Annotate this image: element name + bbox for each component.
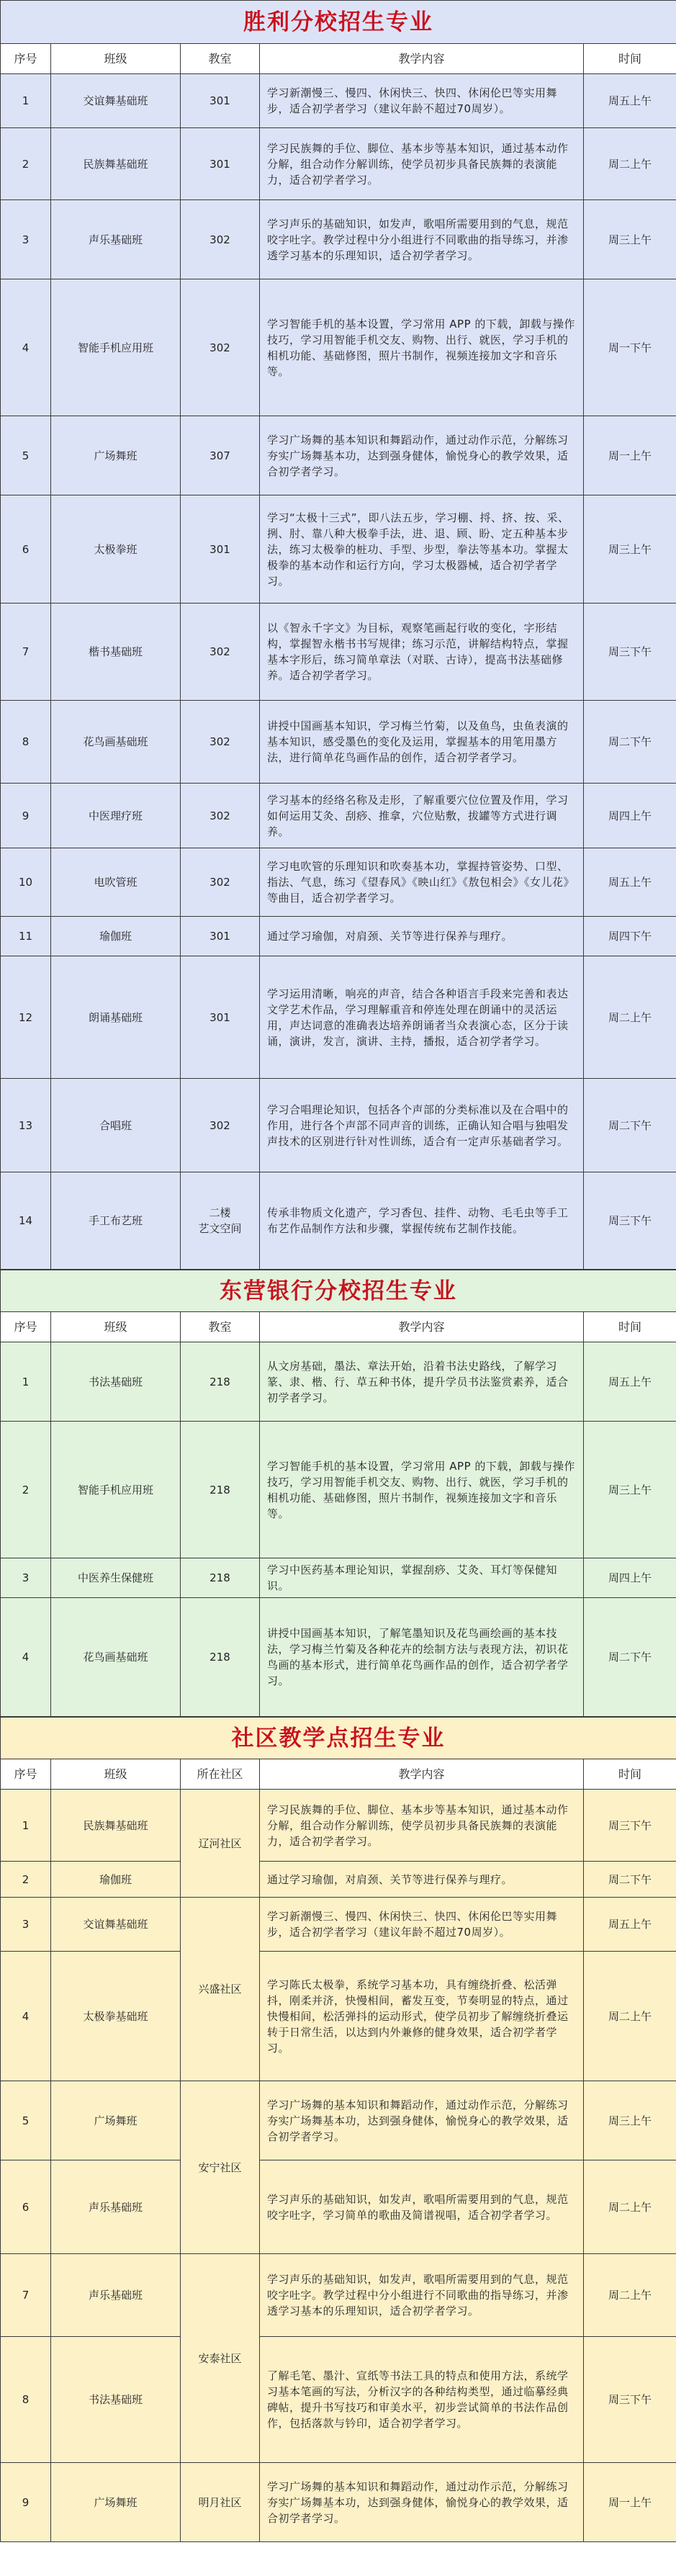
section-title: 东营银行分校招生专业 — [1, 1270, 676, 1312]
row-class: 瑜伽班 — [51, 1862, 181, 1898]
header-room: 教室 — [181, 1312, 260, 1342]
table-row — [1, 1598, 676, 1717]
row-room: 302 — [181, 848, 260, 917]
row-content: 学习中医药基本理论知识，掌握刮痧、艾灸、耳灯等保健知识。 — [260, 1558, 584, 1598]
row-class: 民族舞基础班 — [51, 1790, 181, 1862]
row-class: 声乐基础班 — [51, 2160, 181, 2254]
row-time: 周五上午 — [584, 1898, 676, 1952]
row-no: 9 — [1, 2463, 51, 2542]
row-no: 13 — [1, 1079, 51, 1172]
row-no: 6 — [1, 495, 51, 603]
row-room: 218 — [181, 1558, 260, 1598]
row-content: 学习民族舞的手位、脚位、基本步等基本知识，通过基本动作分解，组合动作分解训练，使学员初步具备民族舞的表演能力，适合初学者学习。 — [260, 1790, 584, 1862]
row-content: 学习陈氏太极拳，系统学习基本功，具有缠绕折叠、松活弹抖，刚柔并济，快慢相间，蓄发互变，节奏明显的特点，通过快慢相间，松活弹抖的运动形式，使学员初步了解缠绕折叠运转于日常生活，以达到内外兼修的健身效果，适合初学者学习。 — [260, 1952, 584, 2081]
row-content: 学习广场舞的基本知识和舞蹈动作，通过动作示范，分解练习夯实广场舞基本功，达到强身健体，愉悦身心的教学效果，适合初学者学习。 — [260, 416, 584, 495]
table-row — [1, 74, 676, 128]
header-class: 班级 — [51, 44, 181, 74]
row-class: 广场舞班 — [51, 416, 181, 495]
table-row — [1, 1172, 676, 1270]
row-time: 周二上午 — [584, 1952, 676, 2081]
row-community: 安宁社区 — [181, 2081, 260, 2254]
row-content: 学习新潮慢三、慢四、休闲快三、快四、休闲伦巴等实用舞步，适合初学者学习（建议年龄不超过70周岁）。 — [260, 74, 584, 128]
row-no: 4 — [1, 1952, 51, 2081]
header-no: 序号 — [1, 1312, 51, 1342]
table-row — [1, 279, 676, 416]
header-time: 时间 — [584, 44, 676, 74]
row-no: 7 — [1, 2254, 51, 2337]
table-row — [1, 2081, 676, 2160]
dongying-bank-branch-table — [0, 1270, 676, 1717]
row-time: 周五上午 — [584, 848, 676, 917]
row-no: 7 — [1, 603, 51, 701]
row-class: 书法基础班 — [51, 2337, 181, 2463]
row-time: 周三下午 — [584, 2337, 676, 2463]
row-time: 周二上午 — [584, 128, 676, 200]
section-title: 社区教学点招生专业 — [1, 1718, 676, 1759]
row-time: 周二下午 — [584, 1862, 676, 1898]
row-no: 12 — [1, 956, 51, 1079]
row-time: 周二下午 — [584, 1079, 676, 1172]
row-content: 通过学习瑜伽，对肩颈、关节等进行保养与理疗。 — [260, 917, 584, 956]
table-row — [1, 603, 676, 701]
header-content: 教学内容 — [260, 44, 584, 74]
row-no: 9 — [1, 784, 51, 848]
table-row — [1, 1952, 676, 2081]
row-class: 朗诵基础班 — [51, 956, 181, 1079]
row-content: 讲授中国画基本知识，学习梅兰竹菊，以及鱼鸟，虫鱼表演的基本知识，感受墨色的变化及运用，掌握基本的用笔用墨方法，进行简单花鸟画作品的创作，适合初学者学习。 — [260, 701, 584, 784]
row-class: 广场舞班 — [51, 2081, 181, 2160]
row-room: 218 — [181, 1342, 260, 1422]
row-content: 学习基本的经络名称及走形，了解重要穴位位置及作用，学习如何运用艾灸、刮痧、推拿，穴位贴敷，拔罐等方式进行调养。 — [260, 784, 584, 848]
row-time: 周四上午 — [584, 1558, 676, 1598]
row-class: 楷书基础班 — [51, 603, 181, 701]
community-points-table — [0, 1717, 676, 2542]
row-time: 周三下午 — [584, 1172, 676, 1270]
row-content: 学习民族舞的手位、脚位、基本步等基本知识，通过基本动作分解，组合动作分解训练，使学员初步具备民族舞的表演能力，适合初学者学习。 — [260, 128, 584, 200]
row-class: 合唱班 — [51, 1079, 181, 1172]
row-no: 1 — [1, 1790, 51, 1862]
row-class: 中医养生保健班 — [51, 1558, 181, 1598]
row-no: 8 — [1, 701, 51, 784]
table-row — [1, 416, 676, 495]
table-row — [1, 128, 676, 200]
row-class: 花鸟画基础班 — [51, 701, 181, 784]
row-time: 周二下午 — [584, 1598, 676, 1717]
row-time: 周三上午 — [584, 200, 676, 279]
row-content: 学习智能手机的基本设置，学习常用 APP 的下载，卸载与操作技巧，学习用智能手机交友、购物、出行、就医，学习手机的相机功能、基础修图，照片书制作，视频连接加文字和音乐等。 — [260, 1422, 584, 1558]
table-row — [1, 200, 676, 279]
row-time: 周五上午 — [584, 74, 676, 128]
row-content: 讲授中国画基本知识，了解笔墨知识及花鸟画绘画的基本技法，学习梅兰竹菊及各种花卉的绘制方法与表现方法，初识花鸟画的基本形式，进行简单花鸟画作品的创作，适合初学者学习。 — [260, 1598, 584, 1717]
row-community: 辽河社区 — [181, 1790, 260, 1898]
row-class: 交谊舞基础班 — [51, 1898, 181, 1952]
row-class: 声乐基础班 — [51, 200, 181, 279]
row-class: 书法基础班 — [51, 1342, 181, 1422]
row-class: 太极拳班 — [51, 495, 181, 603]
row-time: 周三下午 — [584, 1790, 676, 1862]
row-content: 学习声乐的基础知识，如发声，歌唱所需要用到的气息，规范咬字吐字。教学过程中分小组进行不同歌曲的指导练习，并渗透学习基本的乐理知识，适合初学者学习。 — [260, 200, 584, 279]
row-content: 传承非物质文化遗产，学习香包、挂件、动物、毛毛虫等手工布艺作品制作方法和步骤，掌握传统布艺制作技能。 — [260, 1172, 584, 1270]
table-row — [1, 917, 676, 956]
table-row — [1, 784, 676, 848]
row-no: 4 — [1, 1598, 51, 1717]
table-row — [1, 495, 676, 603]
row-no: 6 — [1, 2160, 51, 2254]
row-no: 8 — [1, 2337, 51, 2463]
row-content: 通过学习瑜伽，对肩颈、关节等进行保养与理疗。 — [260, 1862, 584, 1898]
row-room: 302 — [181, 200, 260, 279]
row-content: 学习广场舞的基本知识和舞蹈动作，通过动作示范，分解练习夯实广场舞基本功，达到强身健体，愉悦身心的教学效果，适合初学者学习。 — [260, 2081, 584, 2160]
table-row — [1, 956, 676, 1079]
row-content: 学习声乐的基础知识，如发声，歌唱所需要用到的气息，规范咬字吐字，学习简单的歌曲及简谱视唱，适合初学者学习。 — [260, 2160, 584, 2254]
table-row — [1, 1558, 676, 1598]
header-no: 序号 — [1, 44, 51, 74]
row-time: 周四下午 — [584, 917, 676, 956]
header-content: 教学内容 — [260, 1312, 584, 1342]
header-class: 班级 — [51, 1312, 181, 1342]
table-row — [1, 848, 676, 917]
table-row — [1, 1790, 676, 1862]
row-time: 周二下午 — [584, 701, 676, 784]
row-no: 1 — [1, 1342, 51, 1422]
header-room: 教室 — [181, 44, 260, 74]
row-room: 302 — [181, 279, 260, 416]
table-row — [1, 1422, 676, 1558]
table-row — [1, 1862, 676, 1898]
row-room: 302 — [181, 784, 260, 848]
row-class: 民族舞基础班 — [51, 128, 181, 200]
table-row — [1, 2160, 676, 2254]
row-time: 周四上午 — [584, 784, 676, 848]
row-community: 安泰社区 — [181, 2254, 260, 2463]
row-content: 学习“太极十三式”，即八法五步，学习棚、捋、挤、按、采、挒、肘、靠八种大极拳手法，进、退、顾、盼、定五种基本步法，练习太极拳的桩功、手型、步型，拳法等基本功。掌握太极拳的基本动作和运行方向，学习太极器械，适合初学者学习。 — [260, 495, 584, 603]
row-content: 学习智能手机的基本设置，学习常用 APP 的下载，卸载与操作技巧，学习用智能手机交友、购物、出行、就医，学习手机的相机功能、基础修图，照片书制作，视频连接加文字和音乐等。 — [260, 279, 584, 416]
table-row — [1, 2463, 676, 2542]
row-content: 学习广场舞的基本知识和舞蹈动作，通过动作示范，分解练习夯实广场舞基本功，达到强身健体，愉悦身心的教学效果，适合初学者学习。 — [260, 2463, 584, 2542]
row-room: 301 — [181, 917, 260, 956]
table-row — [1, 1898, 676, 1952]
table-row — [1, 1342, 676, 1422]
row-room: 二楼 艺文空间 — [181, 1172, 260, 1270]
row-no: 1 — [1, 74, 51, 128]
row-class: 智能手机应用班 — [51, 1422, 181, 1558]
row-content: 学习电吹管的乐理知识和吹奏基本功，掌握持管姿势、口型、指法、气息，练习《望春风》《映山红》《敖包相会》《女儿花》等曲目，适合初学者学习。 — [260, 848, 584, 917]
row-room: 218 — [181, 1598, 260, 1717]
row-content: 学习声乐的基础知识，如发声，歌唱所需要用到的气息，规范咬字吐字。教学过程中分小组进行不同歌曲的指导练习，并渗透学习基本的乐理知识，适合初学者学习。 — [260, 2254, 584, 2337]
row-class: 中医理疗班 — [51, 784, 181, 848]
row-no: 2 — [1, 128, 51, 200]
section-title: 胜利分校招生专业 — [1, 1, 676, 44]
row-no: 3 — [1, 1898, 51, 1952]
row-content: 学习运用清晰，响亮的声音，结合各种语言手段来完善和表达文学艺术作品，学习理解重音和停连处理在朗诵中的灵活运用，声达词意的准确表达培养朗诵者当众表演心态，区分于读诵，演讲，发言，演讲、主持，播报，适合初学者学习。 — [260, 956, 584, 1079]
row-room: 218 — [181, 1422, 260, 1558]
row-no: 11 — [1, 917, 51, 956]
row-time: 周二上午 — [584, 2160, 676, 2254]
row-no: 3 — [1, 1558, 51, 1598]
row-no: 5 — [1, 2081, 51, 2160]
row-room: 301 — [181, 495, 260, 603]
row-no: 2 — [1, 1862, 51, 1898]
row-class: 广场舞班 — [51, 2463, 181, 2542]
row-class: 瑜伽班 — [51, 917, 181, 956]
header-time: 时间 — [584, 1759, 676, 1790]
row-time: 周三下午 — [584, 603, 676, 701]
row-room: 301 — [181, 74, 260, 128]
row-content: 从文房基础，墨法、章法开始，沿着书法史路线，了解学习篆、隶、楷、行、草五种书体，提升学员书法鉴赏素养，适合初学者学习。 — [260, 1342, 584, 1422]
row-class: 花鸟画基础班 — [51, 1598, 181, 1717]
row-content: 以《智永千字文》为目标，观察笔画起行收的变化，字形结构，掌握智永楷书书写规律；练习示范，讲解结构特点，掌握基本字形后，练习简单章法（对联、古诗），提高书法基础修养。适合初学者学习。 — [260, 603, 584, 701]
row-class: 声乐基础班 — [51, 2254, 181, 2337]
row-time: 周一下午 — [584, 279, 676, 416]
row-no: 3 — [1, 200, 51, 279]
header-content: 教学内容 — [260, 1759, 584, 1790]
header-community: 所在社区 — [181, 1759, 260, 1790]
row-content: 学习新潮慢三、慢四、休闲快三、快四、休闲伦巴等实用舞步，适合初学者学习（建议年龄不超过70周岁）。 — [260, 1898, 584, 1952]
row-community: 明月社区 — [181, 2463, 260, 2542]
row-content: 学习合唱理论知识，包括各个声部的分类标准以及在合唱中的作用，进行各个声部不同声音的训练，正确认知合唱与独唱发声技术的区别进行针对性训练，适合有一定声乐基础者学习。 — [260, 1079, 584, 1172]
row-no: 4 — [1, 279, 51, 416]
row-no: 5 — [1, 416, 51, 495]
table-row — [1, 1079, 676, 1172]
row-time: 周三上午 — [584, 495, 676, 603]
row-time: 周二上午 — [584, 956, 676, 1079]
table-row — [1, 2254, 676, 2337]
row-room: 301 — [181, 956, 260, 1079]
row-room: 302 — [181, 603, 260, 701]
row-room: 302 — [181, 701, 260, 784]
header-no: 序号 — [1, 1759, 51, 1790]
row-class: 手工布艺班 — [51, 1172, 181, 1270]
row-room: 302 — [181, 1079, 260, 1172]
header-class: 班级 — [51, 1759, 181, 1790]
row-time: 周三上午 — [584, 2081, 676, 2160]
row-time: 周三上午 — [584, 1422, 676, 1558]
row-community: 兴盛社区 — [181, 1898, 260, 2081]
row-room: 301 — [181, 128, 260, 200]
row-no: 2 — [1, 1422, 51, 1558]
row-room: 307 — [181, 416, 260, 495]
row-class: 智能手机应用班 — [51, 279, 181, 416]
row-class: 太极拳基础班 — [51, 1952, 181, 2081]
table-row — [1, 2337, 676, 2463]
table-row — [1, 701, 676, 784]
row-content: 了解毛笔、墨汁、宣纸等书法工具的特点和使用方法，系统学习基本笔画的写法，分析汉字的各种结构类型，通过临摹经典碑帖，提升书写技巧和审美水平，初步尝试简单的书法作品创作，包括落款与钤印，适合初学者学习。 — [260, 2337, 584, 2463]
row-time: 周一上午 — [584, 2463, 676, 2542]
row-no: 10 — [1, 848, 51, 917]
row-no: 14 — [1, 1172, 51, 1270]
row-time: 周五上午 — [584, 1342, 676, 1422]
row-class: 交谊舞基础班 — [51, 74, 181, 128]
row-time: 周一上午 — [584, 416, 676, 495]
victory-branch-table — [0, 0, 676, 1270]
row-time: 周二上午 — [584, 2254, 676, 2337]
row-class: 电吹管班 — [51, 848, 181, 917]
header-time: 时间 — [584, 1312, 676, 1342]
